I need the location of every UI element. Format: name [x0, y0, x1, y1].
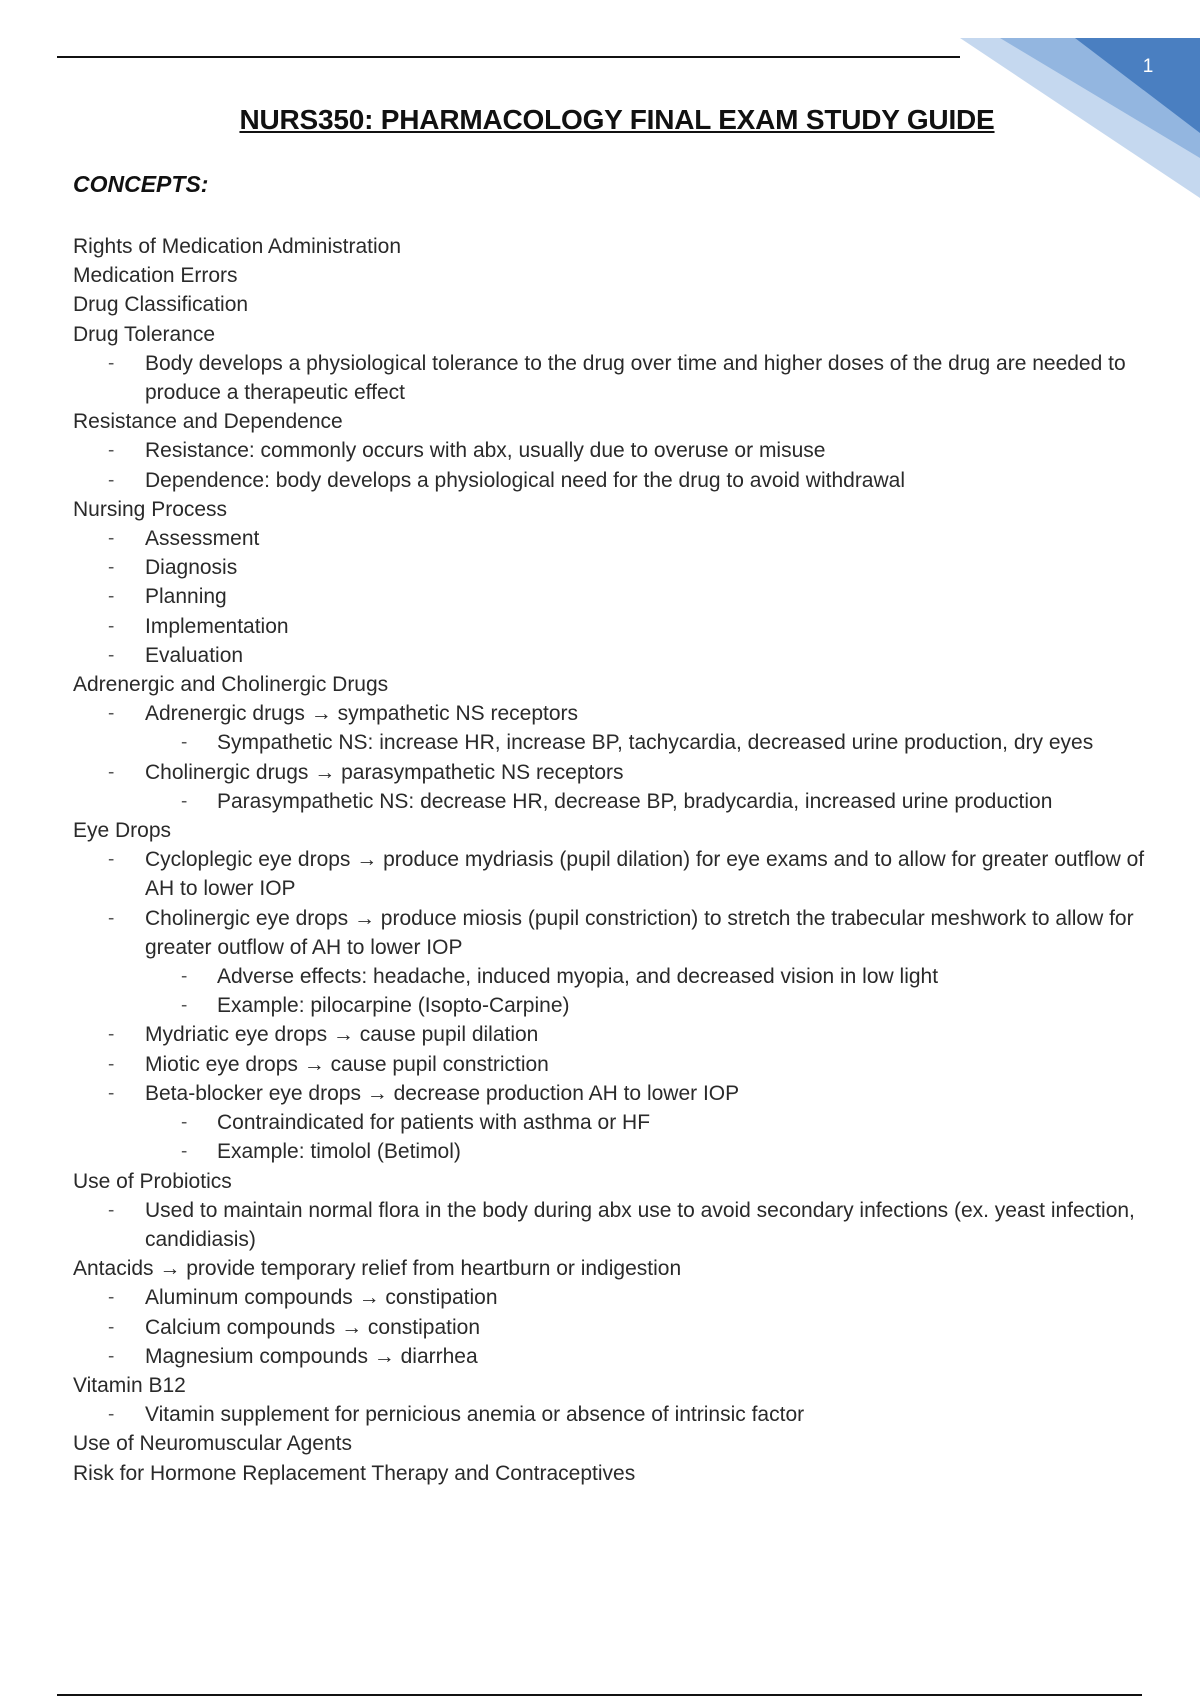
item-text: Evaluation	[145, 643, 244, 667]
item-text: Body develops a physiological tolerance to the drug over time and higher doses of the drug are needed to produce a therapeutic effect	[145, 351, 1126, 405]
topic-item	[73, 1459, 1153, 1488]
item-text: Calcium compounds → constipation	[145, 1315, 480, 1339]
item-text: Example: pilocarpine (Isopto-Carpine)	[217, 994, 570, 1018]
bullet-item	[73, 641, 1153, 670]
bullet-dash: -	[181, 790, 188, 812]
bullet-dash: -	[108, 1287, 115, 1309]
item-text: Dependence: body develops a physiological need for the drug to avoid withdrawal	[145, 468, 905, 492]
bullet-item	[73, 1342, 1153, 1371]
item-text: Diagnosis	[145, 556, 238, 580]
item-text: Medication Errors	[73, 264, 238, 288]
item-text: Adrenergic drugs → sympathetic NS receptors	[145, 702, 579, 726]
item-text: Use of Probiotics	[73, 1169, 232, 1193]
item-text: Cycloplegic eye drops → produce mydriasis (pupil dilation) for eye exams and to allow for greater outflow of AH to lower IOP	[145, 848, 1145, 901]
item-text: Adrenergic and Cholinergic Drugs	[73, 673, 389, 697]
sub-bullet-item	[73, 962, 1153, 991]
item-text: Beta-blocker eye drops → decrease production AH to lower IOP	[145, 1081, 740, 1105]
bullet-item	[73, 1079, 1153, 1108]
sub-bullet-item	[73, 1137, 1153, 1166]
footer-rule	[57, 1694, 1142, 1696]
bullet-item	[73, 1283, 1153, 1312]
topic-item	[73, 320, 1153, 349]
item-text: Rights of Medication Administration	[73, 235, 401, 258]
bullet-dash: -	[108, 352, 115, 374]
bullet-dash: -	[181, 1141, 188, 1163]
bullet-dash: -	[108, 586, 115, 608]
item-text: Use of Neuromuscular Agents	[73, 1432, 352, 1456]
item-text: Nursing Process	[73, 497, 228, 521]
bullet-item	[73, 845, 1153, 903]
item-text: Risk for Hormone Replacement Therapy and Contraceptives	[73, 1461, 636, 1485]
bullet-dash: -	[108, 615, 115, 637]
bullet-dash: -	[108, 1024, 115, 1046]
item-text: Resistance and Dependence	[73, 410, 343, 434]
item-text: Mydriatic eye drops → cause pupil dilation	[145, 1023, 539, 1047]
bullet-dash: -	[108, 469, 115, 491]
bullet-dash: -	[108, 644, 115, 666]
item-text: Drug Tolerance	[73, 322, 216, 346]
bullet-item	[73, 553, 1153, 582]
bullet-dash: -	[108, 440, 115, 462]
item-text: Magnesium compounds → diarrhea	[145, 1344, 478, 1368]
page-number: 1	[1142, 56, 1154, 77]
bullet-dash: -	[108, 849, 115, 871]
item-text: Miotic eye drops → cause pupil constriction	[145, 1052, 549, 1076]
topic-item	[73, 1254, 1153, 1283]
page-title: NURS350: PHARMACOLOGY FINAL EXAM STUDY GUIDE	[239, 104, 995, 135]
bullet-item	[73, 1313, 1153, 1342]
item-text: Planning	[145, 585, 227, 609]
item-text: Drug Classification	[73, 293, 249, 317]
concept-list	[73, 232, 1153, 1488]
bullet-item	[73, 1400, 1153, 1429]
bullet-item	[73, 524, 1153, 553]
topic-item	[73, 816, 1153, 845]
item-text: Resistance: commonly occurs with abx, usually due to overuse or misuse	[145, 439, 826, 463]
bullet-item	[73, 466, 1153, 495]
bullet-dash: -	[181, 966, 188, 988]
topic-item	[73, 670, 1153, 699]
topic-item	[73, 1429, 1153, 1458]
item-text: Assessment	[145, 527, 260, 551]
bullet-item	[73, 436, 1153, 465]
bullet-item	[73, 349, 1153, 407]
sub-bullet-item	[73, 728, 1153, 757]
bullet-item	[73, 699, 1153, 728]
bullet-item	[73, 758, 1153, 787]
bullet-dash: -	[181, 1112, 188, 1134]
topic-item	[73, 232, 1153, 261]
bullet-dash: -	[108, 528, 115, 550]
bullet-dash: -	[108, 761, 115, 783]
item-text: Cholinergic eye drops → produce miosis (pupil constriction) to stretch the trabecular meshwork to allow for greater outflow of AH to lower IOP	[145, 906, 1134, 959]
item-text: Used to maintain normal flora in the body during abx use to avoid secondary infections (ex. yeast infection, candidiasis)	[145, 1198, 1135, 1251]
bullet-dash: -	[181, 732, 188, 754]
item-text: Example: timolol (Betimol)	[217, 1140, 461, 1164]
bullet-dash: -	[108, 1199, 115, 1221]
bullet-dash: -	[108, 1345, 115, 1367]
bullet-dash: -	[181, 995, 188, 1017]
item-text: Vitamin B12	[73, 1373, 186, 1397]
topic-item	[73, 290, 1153, 319]
bullet-dash: -	[108, 1053, 115, 1075]
item-text: Aluminum compounds → constipation	[145, 1286, 498, 1310]
bullet-item	[73, 1020, 1153, 1049]
bullet-item	[73, 612, 1153, 641]
topic-item	[73, 1167, 1153, 1196]
bullet-item	[73, 582, 1153, 611]
bullet-dash: -	[108, 1082, 115, 1104]
topic-item	[73, 407, 1153, 436]
bullet-dash: -	[108, 1316, 115, 1338]
item-text: Cholinergic drugs → parasympathetic NS receptors	[145, 760, 624, 784]
sub-bullet-item	[73, 991, 1153, 1020]
bullet-dash: -	[108, 1404, 115, 1426]
topic-item	[73, 495, 1153, 524]
sub-bullet-item	[73, 787, 1153, 816]
topic-item	[73, 261, 1153, 290]
item-text: Adverse effects: headache, induced myopia, and decreased vision in low light	[217, 965, 939, 989]
bullet-item	[73, 1050, 1153, 1079]
header-rule	[57, 56, 960, 58]
item-text: Parasympathetic NS: decrease HR, decrease BP, bradycardia, increased urine production	[217, 789, 1053, 813]
item-text: Sympathetic NS: increase HR, increase BP, tachycardia, decreased urine production, dry eyes	[217, 731, 1094, 755]
sub-bullet-item	[73, 1108, 1153, 1137]
item-text: Vitamin supplement for pernicious anemia or absence of intrinsic factor	[145, 1403, 805, 1427]
item-text: Eye Drops	[73, 819, 172, 843]
bullet-item	[73, 904, 1153, 962]
bullet-item	[73, 1196, 1153, 1254]
item-text: Implementation	[145, 614, 289, 638]
item-text: Antacids → provide temporary relief from heartburn or indigestion	[73, 1257, 682, 1281]
topic-item	[73, 1371, 1153, 1400]
section-heading: CONCEPTS:	[73, 171, 209, 197]
bullet-dash: -	[108, 703, 115, 725]
bullet-dash: -	[108, 907, 115, 929]
item-text: Contraindicated for patients with asthma or HF	[217, 1111, 651, 1135]
bullet-dash: -	[108, 557, 115, 579]
